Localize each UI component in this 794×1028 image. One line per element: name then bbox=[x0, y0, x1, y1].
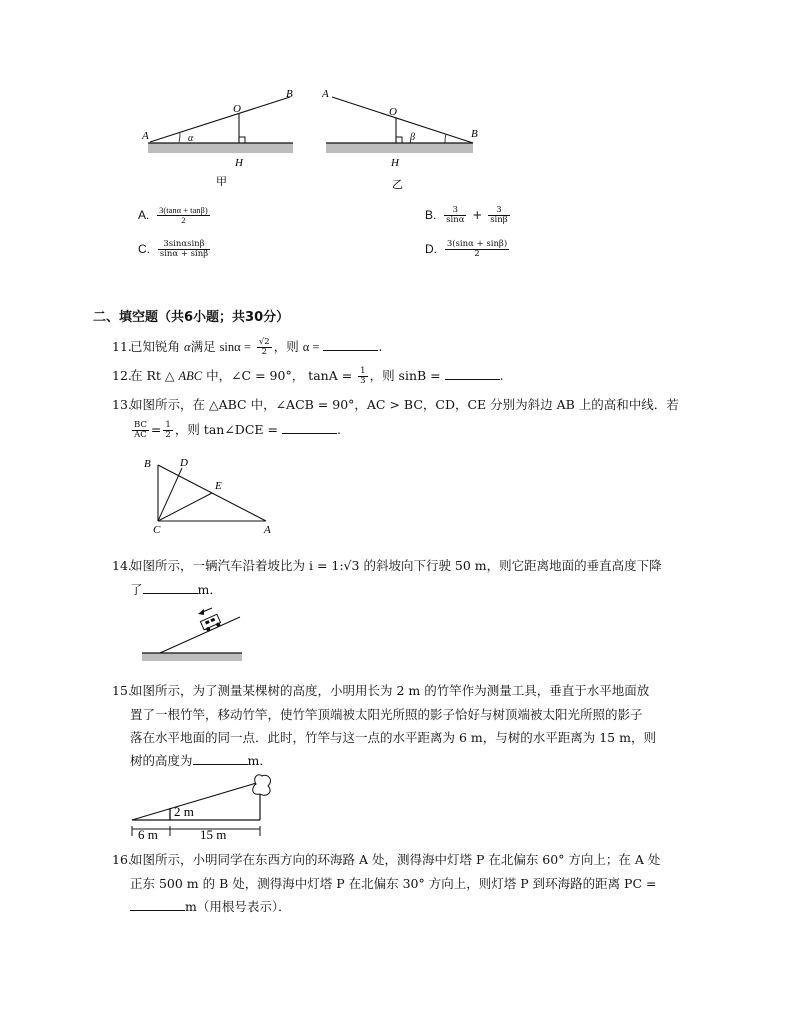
q13-equals: = bbox=[150, 422, 162, 437]
option-B-denominator-2: sinβ bbox=[490, 215, 508, 225]
option-D[interactable] bbox=[425, 240, 511, 259]
angle-arc bbox=[445, 134, 446, 143]
label-A: A bbox=[142, 130, 149, 142]
question-15 bbox=[112, 681, 649, 700]
q11-var: α bbox=[184, 340, 191, 354]
q12-fraction-den: 3 bbox=[360, 376, 366, 386]
option-B-denominator-1: sinα bbox=[446, 215, 465, 225]
q11-expr: sinα = bbox=[219, 340, 251, 354]
q13-fraction-2-num: 1 bbox=[165, 420, 171, 430]
q12-fraction-num: 1 bbox=[360, 366, 366, 376]
q13-answer-blank[interactable] bbox=[282, 421, 337, 434]
label-H: H bbox=[235, 157, 243, 169]
label-B: B bbox=[144, 458, 151, 470]
q15-line-4b: m． bbox=[247, 753, 272, 768]
option-A[interactable] bbox=[138, 206, 212, 225]
option-C-numerator: 3sinαsinβ bbox=[158, 240, 210, 250]
option-C-fraction bbox=[158, 240, 210, 259]
option-D-numerator: 3(sinα + sinβ) bbox=[446, 239, 508, 249]
q13-end: . bbox=[336, 422, 341, 437]
label-pole-length: 2 m bbox=[174, 804, 194, 819]
q11-fraction-den: 2 bbox=[261, 347, 267, 357]
option-B[interactable] bbox=[425, 206, 512, 225]
label-C: C bbox=[153, 524, 161, 536]
right-angle-mark bbox=[239, 137, 245, 143]
q13-fraction-2-den: 2 bbox=[165, 430, 171, 440]
q14-line-1: 如图所示，一辆汽车沿着坡比为 i = 1:√3 的斜坡向下行驶 50 m，则它距离地面的垂直高度下降 bbox=[130, 558, 662, 573]
option-B-fraction-2 bbox=[488, 206, 509, 225]
figure-13-triangle bbox=[140, 455, 280, 537]
q12-text-2: 中，∠C = 90°， tanA = bbox=[206, 368, 353, 383]
option-C-denominator: sinα + sinβ bbox=[159, 249, 209, 259]
q11-fraction-num: √2 bbox=[258, 337, 270, 347]
option-A-numerator: 3(tanα + tanβ) bbox=[159, 205, 208, 215]
ground-hatch bbox=[148, 143, 293, 153]
label-E: E bbox=[215, 480, 222, 492]
figure-15-tree bbox=[128, 770, 278, 842]
question-number: 12. bbox=[112, 368, 132, 383]
question-number: 15. bbox=[112, 683, 132, 698]
slope-line bbox=[332, 97, 473, 143]
question-13 bbox=[112, 395, 679, 414]
option-B-numerator-2: 3 bbox=[488, 206, 509, 216]
question-number: 14. bbox=[112, 558, 132, 573]
label-6m: 6 m bbox=[138, 827, 158, 842]
q12-answer-blank[interactable] bbox=[445, 367, 500, 380]
figure-yi bbox=[318, 85, 488, 190]
label-A: A bbox=[322, 88, 329, 100]
q16-line-1: 如图所示，小明同学在东西方向的环海路 A 处，测得海中灯塔 P 在北偏东 60° 方向上；在 A 处 bbox=[130, 852, 661, 867]
q11-text-2: 满足 bbox=[190, 339, 216, 354]
q13-fraction-den: AC bbox=[134, 430, 147, 440]
sunlight-line bbox=[132, 782, 260, 820]
q13-line-1: 如图所示，在 △ABC 中，∠ACB = 90°，AC > BC，CD，CE 分别为斜边 AB 上的高和中线．若 bbox=[130, 397, 679, 412]
figure-jia bbox=[140, 85, 305, 190]
slope-line bbox=[160, 617, 240, 653]
arrow-head-icon bbox=[198, 609, 204, 615]
section-title: 二、填空题（共6小题；共30分） bbox=[93, 310, 290, 325]
q12-fraction bbox=[358, 367, 367, 386]
ground-hatch bbox=[142, 653, 242, 661]
q14-line-2a: 了 bbox=[130, 582, 143, 597]
q16-answer-blank[interactable] bbox=[130, 898, 185, 911]
question-11 bbox=[112, 337, 382, 357]
q11-answer-prefix: α = bbox=[302, 340, 320, 354]
q13-fraction-num: BC bbox=[134, 420, 147, 430]
q13-fraction-1 bbox=[132, 421, 149, 440]
segment-CE bbox=[158, 493, 212, 521]
question-16-line-3 bbox=[130, 897, 291, 916]
q12-text-3: ，则 sinB = bbox=[369, 368, 441, 383]
label-O: O bbox=[233, 103, 241, 115]
q11-answer-blank[interactable] bbox=[323, 338, 378, 351]
question-number: 13. bbox=[112, 397, 132, 412]
q11-end: . bbox=[378, 339, 383, 354]
q14-answer-blank[interactable] bbox=[143, 581, 198, 594]
q11-fraction bbox=[257, 338, 272, 357]
label-15m: 15 m bbox=[200, 827, 227, 842]
label-beta: β bbox=[410, 132, 415, 143]
q13-line-2: ，则 tan∠DCE = bbox=[174, 422, 278, 437]
question-number: 16. bbox=[112, 852, 132, 867]
q16-line-3b: m（用根号表示）． bbox=[185, 899, 291, 914]
label-A: A bbox=[264, 524, 271, 536]
option-B-label: B. bbox=[425, 208, 437, 222]
tree-crown-icon bbox=[253, 775, 271, 796]
q14-line-2b: m． bbox=[197, 582, 222, 597]
option-C-label: C. bbox=[138, 242, 150, 256]
label-alpha: α bbox=[188, 133, 194, 144]
q16-line-2: 正东 500 m 的 B 处，测得海中灯塔 P 在北偏东 30° 方向上，则灯塔 P 到环海路的距离 PC = bbox=[130, 876, 657, 891]
question-number: 11. bbox=[112, 339, 132, 354]
option-D-denominator: 2 bbox=[474, 249, 480, 259]
q11-text-3: ，则 bbox=[273, 339, 299, 354]
q15-line-1: 如图所示，为了测量某棵树的高度，小明用长为 2 m 的竹竿作为测量工具，垂直于水平地面放 bbox=[130, 683, 650, 698]
question-12 bbox=[112, 366, 504, 386]
label-O: O bbox=[389, 106, 397, 118]
option-A-denominator: 2 bbox=[181, 215, 186, 225]
option-D-label: D. bbox=[425, 242, 437, 256]
q13-fraction-2 bbox=[163, 421, 172, 440]
ground-hatch bbox=[326, 143, 473, 153]
q12-end: . bbox=[499, 368, 504, 383]
q11-text-1: 已知锐角 bbox=[130, 339, 181, 354]
caption-yi: 乙 bbox=[392, 179, 403, 190]
question-14-line-2 bbox=[130, 580, 222, 599]
slope-line bbox=[150, 97, 290, 142]
q15-line-2: 置了一根竹竿，移动竹竿，使竹竿顶端被太阳光所照的影子恰好与树顶端被太阳光所照的影子 bbox=[130, 707, 643, 722]
option-A-label: A. bbox=[138, 208, 150, 222]
q12-text-1: 在 Rt △ bbox=[130, 368, 175, 383]
option-C[interactable] bbox=[138, 240, 212, 259]
question-13-line-2 bbox=[130, 420, 341, 440]
q15-line-3: 落在水平地面的同一点．此时，竹竿与这一点的水平距离为 6 m，与树的水平距离为 15 m，则 bbox=[130, 730, 656, 745]
q15-answer-blank[interactable] bbox=[193, 752, 248, 765]
q12-triangle: ABC bbox=[178, 369, 203, 383]
question-15-line-4 bbox=[130, 751, 272, 770]
label-H: H bbox=[391, 157, 399, 169]
right-angle-mark bbox=[396, 137, 402, 143]
question-16 bbox=[112, 850, 660, 869]
label-B: B bbox=[471, 128, 478, 140]
option-D-fraction bbox=[445, 240, 509, 259]
option-B-fraction-1 bbox=[444, 206, 466, 225]
option-A-fraction bbox=[157, 206, 210, 225]
q15-line-4a: 树的高度为 bbox=[130, 753, 193, 768]
option-B-plus: + bbox=[472, 208, 483, 222]
angle-arc bbox=[179, 133, 180, 142]
segment-CD bbox=[158, 468, 182, 521]
caption-jia: 甲 bbox=[216, 176, 227, 188]
label-B: B bbox=[286, 88, 293, 100]
figure-14-slope bbox=[140, 605, 245, 667]
label-D: D bbox=[180, 457, 188, 469]
option-B-numerator-1: 3 bbox=[444, 206, 466, 216]
question-14 bbox=[112, 556, 662, 575]
